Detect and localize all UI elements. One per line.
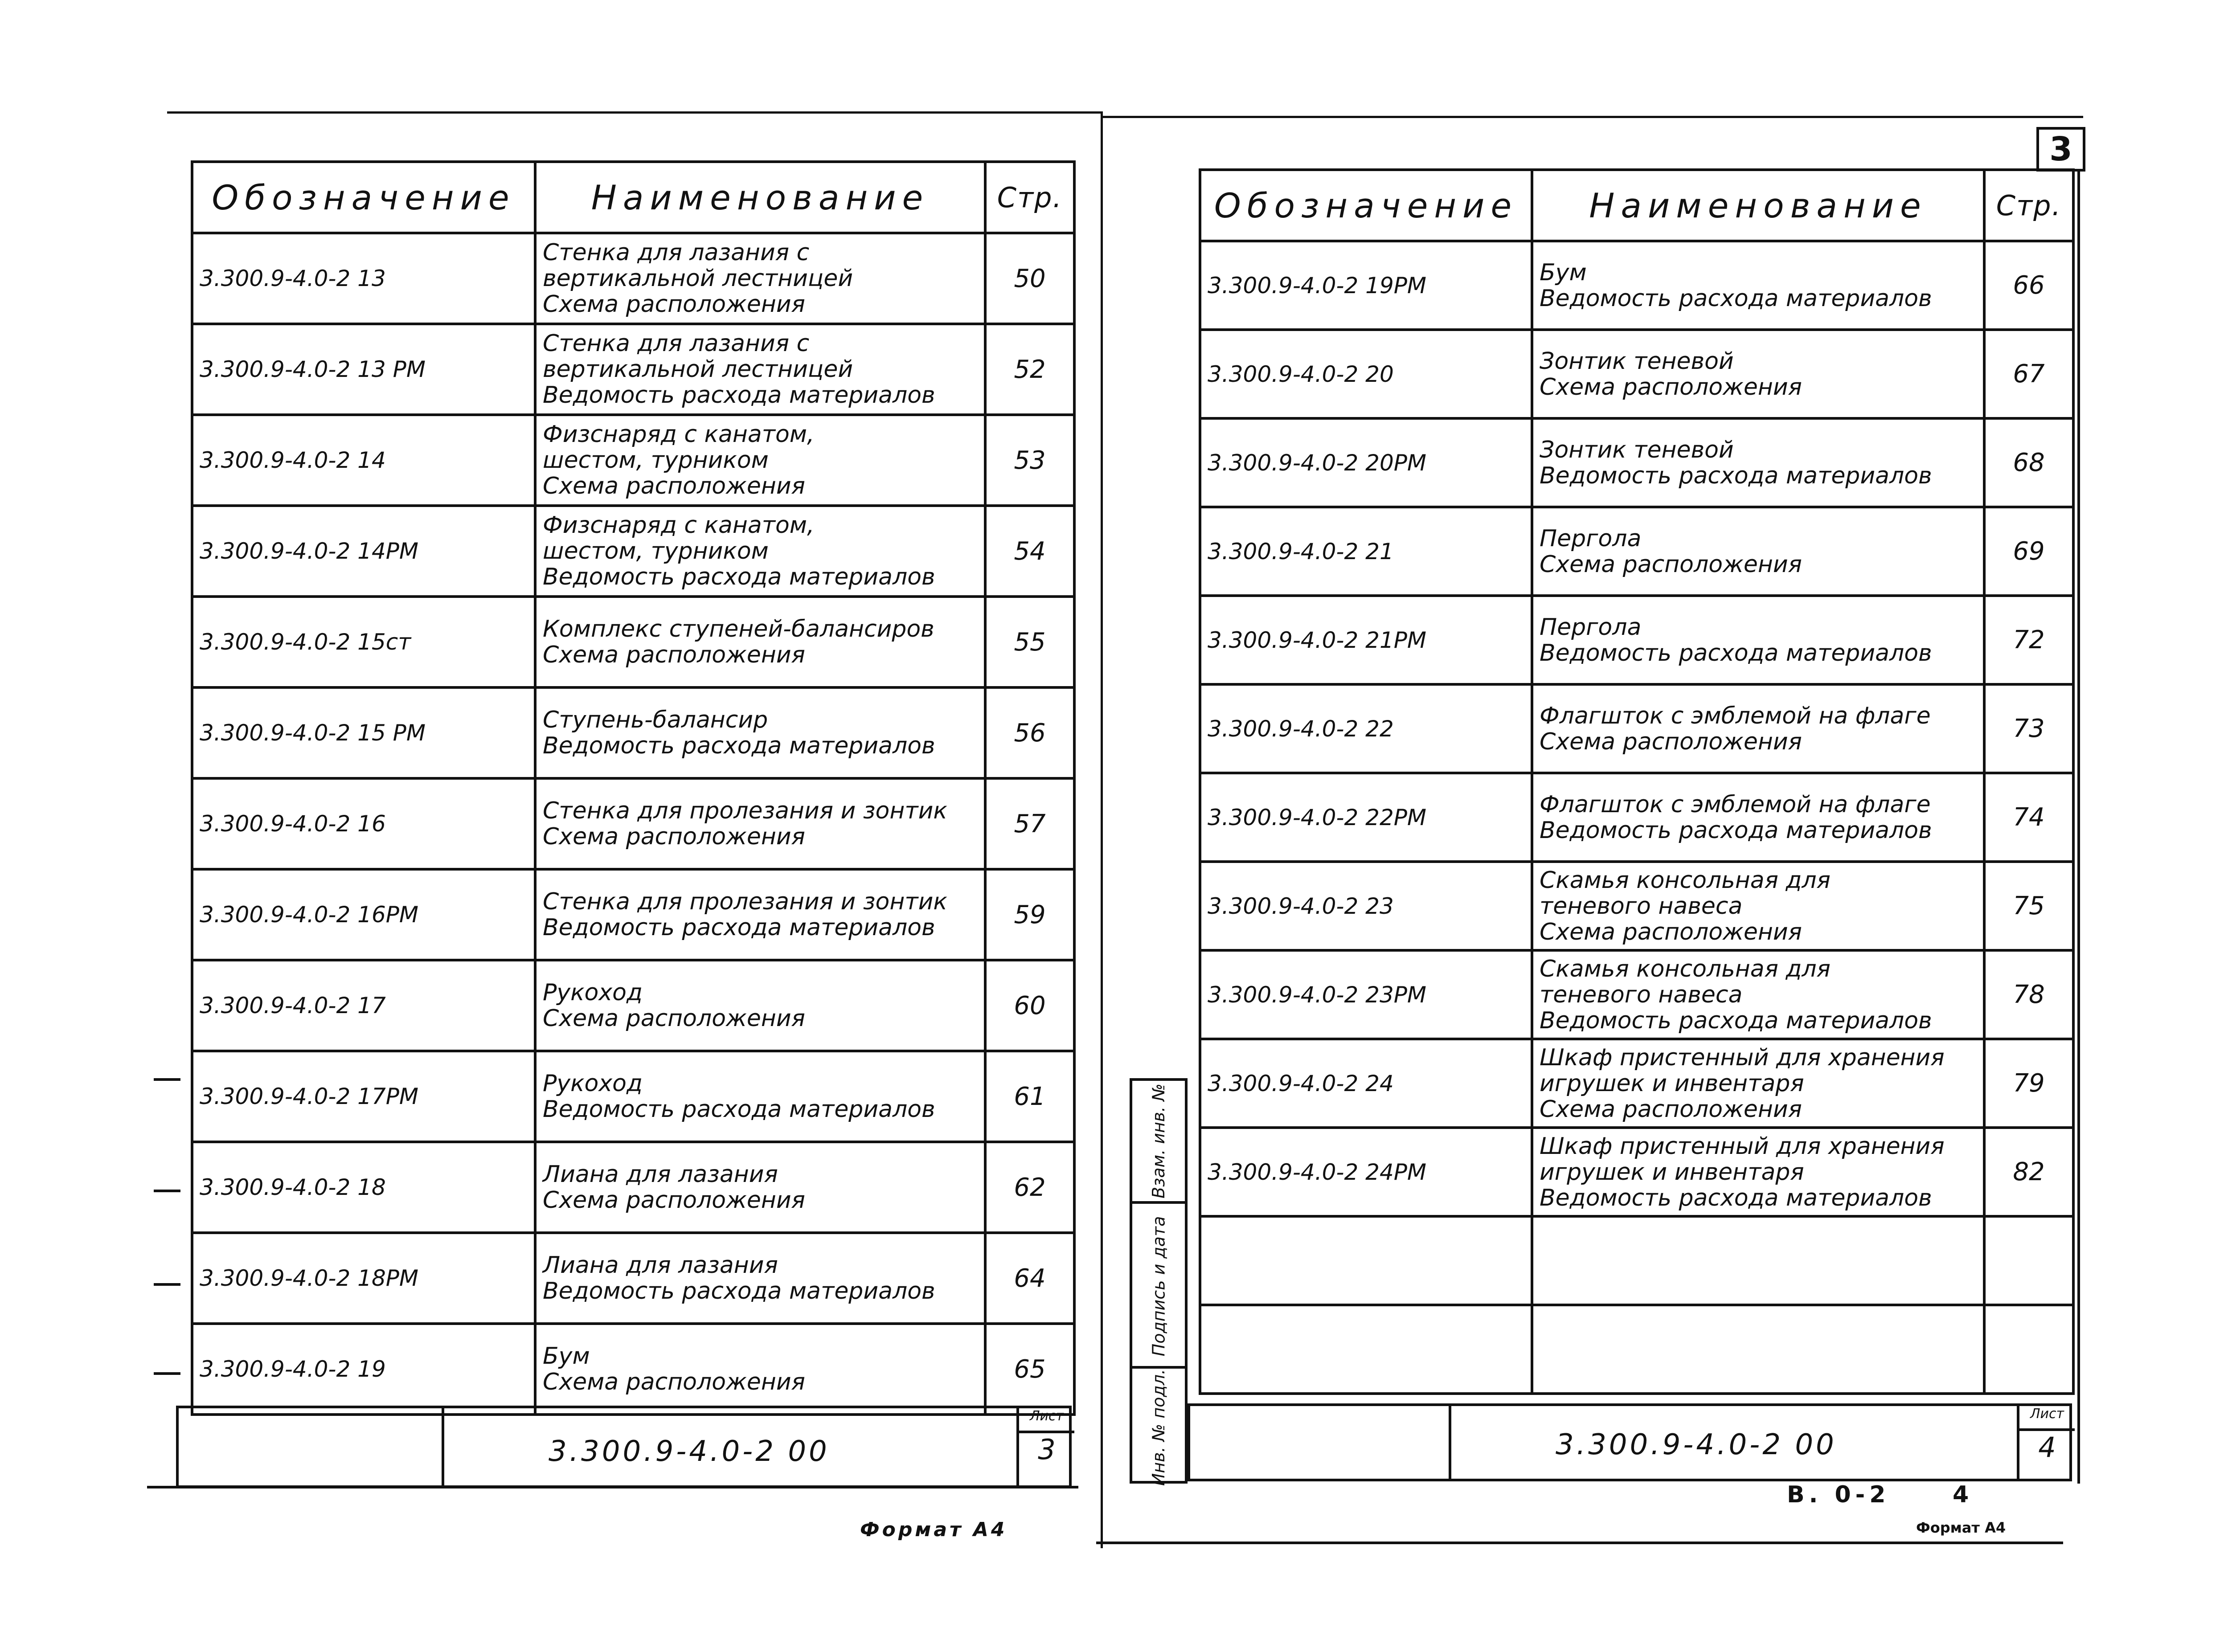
designation-cell: 3.300.9-4.0-2 16	[192, 778, 535, 869]
name-cell: Комплекс ступеней-балансиров Схема расположения	[535, 597, 985, 687]
table-row	[1200, 241, 2073, 330]
name-cell: Скамья консольная для теневого навеса Схема расположения	[1532, 862, 1984, 950]
side-label-replaces-inv: Взам. инв. №	[1149, 1083, 1169, 1199]
page-number-box: 3	[2036, 127, 2085, 172]
designation-cell: 3.300.9-4.0-2 19РМ	[1200, 241, 1532, 330]
margin-tick	[154, 1078, 180, 1081]
name-cell: Бум Ведомость расхода материалов	[1532, 241, 1984, 330]
bottom-rule-right	[1096, 1542, 2063, 1544]
designation-cell: 3.300.9-4.0-2 14РМ	[192, 506, 535, 597]
right-stamp-divider	[1449, 1406, 1451, 1479]
table-row	[192, 324, 1074, 415]
page-header: Стр.	[1984, 170, 2073, 241]
designation-cell: 3.300.9-4.0-2 18РМ	[192, 1233, 535, 1324]
name-cell: Шкаф пристенный для хранения игрушек и инвентаря Схема расположения	[1532, 1039, 1984, 1128]
table-row	[192, 1233, 1074, 1324]
table-row	[1200, 684, 2073, 773]
page-header: Стр.	[985, 162, 1074, 233]
table-row	[192, 415, 1074, 506]
side-cell-replaces-inv	[1132, 1081, 1185, 1201]
page-cell: 52	[985, 324, 1074, 415]
page-cell: 68	[1984, 418, 2073, 507]
name-cell: Скамья консольная для теневого навеса Ведомость расхода материалов	[1532, 950, 1984, 1039]
table-row	[1200, 1128, 2073, 1216]
left-stamp-doc-code: 3.300.9-4.0-2 00	[549, 1435, 830, 1468]
page-cell: 59	[985, 869, 1074, 960]
table-row	[192, 1142, 1074, 1233]
page-cell: 60	[985, 960, 1074, 1051]
left-format-label: Формат А4	[860, 1518, 1008, 1541]
designation-cell	[1200, 1305, 1532, 1394]
designation-cell: 3.300.9-4.0-2 20РМ	[1200, 418, 1532, 507]
name-cell: Лиана для лазания Ведомость расхода материалов	[535, 1233, 985, 1324]
left-register-table	[191, 160, 1076, 1416]
table-row	[1200, 1039, 2073, 1128]
designation-cell: 3.300.9-4.0-2 21	[1200, 507, 1532, 596]
right-header-row	[1200, 170, 2073, 241]
page-cell: 57	[985, 778, 1074, 869]
designation-cell: 3.300.9-4.0-2 24	[1200, 1039, 1532, 1128]
page-cell: 69	[1984, 507, 2073, 596]
table-row	[1200, 507, 2073, 596]
right-sheet-box	[2017, 1406, 2075, 1481]
designation-cell: 3.300.9-4.0-2 17РМ	[192, 1051, 535, 1142]
designation-cell: 3.300.9-4.0-2 13 РМ	[192, 324, 535, 415]
left-sheet-box	[1016, 1408, 1074, 1488]
designation-cell: 3.300.9-4.0-2 21РМ	[1200, 596, 1532, 684]
side-cell-sign-date	[1132, 1201, 1185, 1369]
name-header: Наименование	[535, 162, 985, 233]
designation-cell: 3.300.9-4.0-2 22	[1200, 684, 1532, 773]
designation-cell: 3.300.9-4.0-2 19	[192, 1324, 535, 1415]
table-row	[192, 869, 1074, 960]
name-cell: Стенка для лазания с вертикальной лестницей Схема расположения	[535, 233, 985, 324]
name-cell: Флагшток с эмблемой на флаге Схема расположения	[1532, 684, 1984, 773]
designation-cell	[1200, 1216, 1532, 1305]
top-rule-right	[1103, 116, 2083, 118]
table-row	[1200, 330, 2073, 418]
top-rule-left	[167, 111, 1103, 114]
table-row	[1200, 596, 2073, 684]
page-cell	[1984, 1305, 2073, 1394]
name-cell: Стенка для пролезания и зонтик Схема расположения	[535, 778, 985, 869]
page-cell	[1984, 1216, 2073, 1305]
page-cell: 64	[985, 1233, 1074, 1324]
table-row	[1200, 1216, 2073, 1305]
right-format-label: Формат А4	[1916, 1519, 2006, 1536]
name-cell: Флагшток с эмблемой на флаге Ведомость расхода материалов	[1532, 773, 1984, 862]
side-approval-stamp	[1130, 1078, 1188, 1484]
page-cell: 54	[985, 506, 1074, 597]
page-cell: 74	[1984, 773, 2073, 862]
designation-cell: 3.300.9-4.0-2 20	[1200, 330, 1532, 418]
page-cell: 50	[985, 233, 1074, 324]
name-cell: Зонтик теневой Ведомость расхода материалов	[1532, 418, 1984, 507]
name-cell: Физснаряд с канатом, шестом, турником Схема расположения	[535, 415, 985, 506]
designation-cell: 3.300.9-4.0-2 14	[192, 415, 535, 506]
page-cell: 67	[1984, 330, 2073, 418]
page-cell: 61	[985, 1051, 1074, 1142]
table-row	[192, 687, 1074, 778]
name-cell: Зонтик теневой Схема расположения	[1532, 330, 1984, 418]
right-frame-line	[2077, 169, 2080, 1484]
page-cell: 78	[1984, 950, 2073, 1039]
page-cell: 56	[985, 687, 1074, 778]
right-register-table	[1199, 168, 2075, 1395]
name-cell: Ступень-балансир Ведомость расхода материалов	[535, 687, 985, 778]
table-row	[192, 1051, 1074, 1142]
side-label-inv-original: Инв. № подл.	[1149, 1369, 1169, 1486]
left-stamp-divider	[442, 1408, 444, 1485]
page-cell: 82	[1984, 1128, 2073, 1216]
designation-cell: 3.300.9-4.0-2 15ст	[192, 597, 535, 687]
name-cell: Пергола Схема расположения	[1532, 507, 1984, 596]
left-title-block	[176, 1406, 1072, 1488]
table-row	[192, 960, 1074, 1051]
right-sheet-label: Лист	[2019, 1406, 2075, 1431]
name-cell	[1532, 1216, 1984, 1305]
name-cell: Рукоход Ведомость расхода материалов	[535, 1051, 985, 1142]
table-row	[192, 1324, 1074, 1415]
center-fold-line	[1101, 114, 1103, 1548]
page-cell: 55	[985, 597, 1074, 687]
page-cell: 65	[985, 1324, 1074, 1415]
right-title-block	[1188, 1403, 2072, 1481]
right-sheet-number: 4	[2038, 1431, 2056, 1464]
page-cell: 75	[1984, 862, 2073, 950]
bottom-note: В. 0-2 4	[1787, 1481, 1974, 1508]
name-cell: Физснаряд с канатом, шестом, турником Ведомость расхода материалов	[535, 506, 985, 597]
right-stamp-doc-code: 3.300.9-4.0-2 00	[1556, 1428, 1837, 1461]
side-label-sign-date: Подпись и дата	[1149, 1216, 1169, 1357]
table-row	[1200, 950, 2073, 1039]
page-cell: 62	[985, 1142, 1074, 1233]
margin-tick	[154, 1372, 180, 1375]
table-row	[192, 233, 1074, 324]
table-row	[1200, 418, 2073, 507]
name-cell: Шкаф пристенный для хранения игрушек и инвентаря Ведомость расхода материалов	[1532, 1128, 1984, 1216]
page-cell: 73	[1984, 684, 2073, 773]
designation-header: Обозначение	[1200, 170, 1532, 241]
margin-tick	[154, 1283, 180, 1286]
table-row	[192, 506, 1074, 597]
left-sheet-number: 3	[1038, 1433, 1056, 1466]
margin-tick	[154, 1190, 180, 1192]
designation-cell: 3.300.9-4.0-2 24РМ	[1200, 1128, 1532, 1216]
designation-header: Обозначение	[192, 162, 535, 233]
name-cell: Стенка для лазания с вертикальной лестницей Ведомость расхода материалов	[535, 324, 985, 415]
designation-cell: 3.300.9-4.0-2 16РМ	[192, 869, 535, 960]
designation-cell: 3.300.9-4.0-2 23РМ	[1200, 950, 1532, 1039]
page-cell: 79	[1984, 1039, 2073, 1128]
table-row	[1200, 1305, 2073, 1394]
side-cell-inv-original	[1132, 1366, 1185, 1486]
table-row	[192, 597, 1074, 687]
designation-cell: 3.300.9-4.0-2 13	[192, 233, 535, 324]
table-row	[1200, 773, 2073, 862]
name-cell: Пергола Ведомость расхода материалов	[1532, 596, 1984, 684]
left-sheet-label: Лист	[1019, 1408, 1074, 1433]
name-cell: Рукоход Схема расположения	[535, 960, 985, 1051]
designation-cell: 3.300.9-4.0-2 22РМ	[1200, 773, 1532, 862]
left-header-row	[192, 162, 1074, 233]
page-cell: 72	[1984, 596, 2073, 684]
name-header: Наименование	[1532, 170, 1984, 241]
name-cell: Стенка для пролезания и зонтик Ведомость расхода материалов	[535, 869, 985, 960]
table-row	[1200, 862, 2073, 950]
page-cell: 66	[1984, 241, 2073, 330]
page-cell: 53	[985, 415, 1074, 506]
name-cell	[1532, 1305, 1984, 1394]
designation-cell: 3.300.9-4.0-2 23	[1200, 862, 1532, 950]
name-cell: Бум Схема расположения	[535, 1324, 985, 1415]
table-row	[192, 778, 1074, 869]
name-cell: Лиана для лазания Схема расположения	[535, 1142, 985, 1233]
designation-cell: 3.300.9-4.0-2 18	[192, 1142, 535, 1233]
designation-cell: 3.300.9-4.0-2 15 РМ	[192, 687, 535, 778]
designation-cell: 3.300.9-4.0-2 17	[192, 960, 535, 1051]
